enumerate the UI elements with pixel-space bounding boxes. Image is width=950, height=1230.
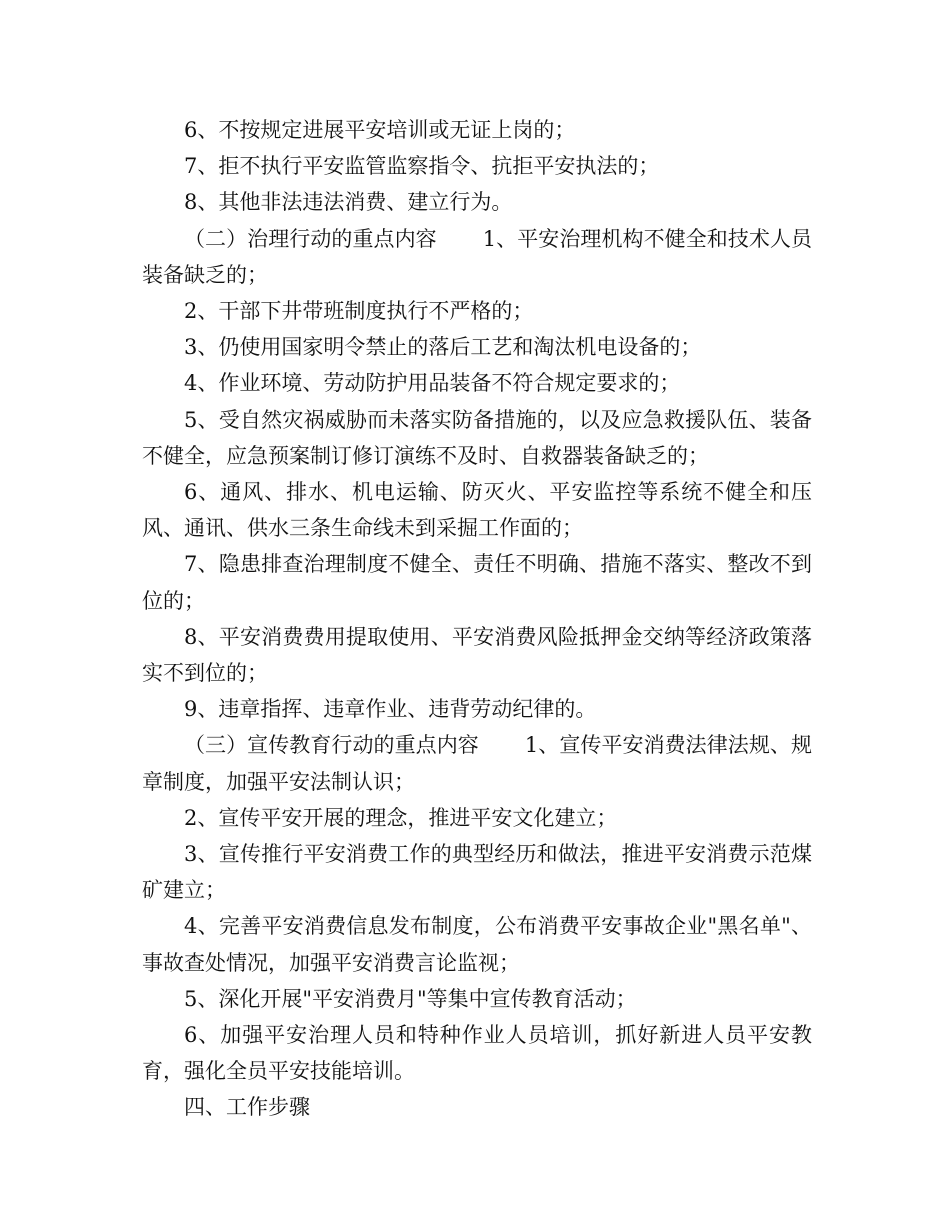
paragraph-14: 2、宣传平安开展的理念，推进平安文化建立；: [184, 805, 618, 830]
paragraph-1: 6、不按规定进展平安培训或无证上岗的；: [184, 118, 576, 142]
paragraph-2: 7、拒不执行平安监管监察指令、抗拒平安执法的；: [184, 154, 660, 179]
paragraph-15: 3、宣传推行平安消费工作的典型经历和做法，推进平安消费示范煤矿建立；: [142, 842, 812, 903]
paragraph-12: 9、违章指挥、违章作业、违背劳动纪律的。: [184, 697, 597, 722]
paragraph-13: [142, 727, 812, 799]
paragraph-18: 6、加强平安治理人员和特种作业人员培训，抓好新进人员平安教育，强化全员平安技能培训。: [142, 1023, 812, 1084]
paragraph-17: 5、深化开展"平安消费月"等集中宣传教育活动；: [184, 986, 637, 1011]
section-heading-2: （二）治理行动的重点内容: [184, 226, 437, 251]
paragraph-7: 4、作业环境、劳动防护用品装备不符合规定要求的；: [184, 371, 681, 396]
paragraph-10: 7、隐患排查治理制度不健全、责任不明确、措施不落实、整改不到位的；: [142, 552, 812, 613]
section-item-2-1: 1、平安治理机构不健全和技术人员装备缺乏的；: [142, 226, 812, 287]
paragraph-8: 5、受自然灾祸威胁而未落实防备措施的，以及应急救援队伍、装备不健全，应急预案制订修订演练不及时、自救器装备缺乏的；: [142, 407, 812, 468]
paragraph-16: 4、完善平安消费信息发布制度，公布消费平安事故企业"黑名单"、事故查处情况，加强平安消费言论监视；: [142, 914, 812, 975]
paragraph-9: 6、通风、排水、机电运输、防灭火、平安监控等系统不健全和压风、通讯、供水三条生命线未到采掘工作面的；: [142, 480, 812, 541]
paragraph-4: [142, 221, 812, 293]
paragraph-3: 8、其他非法违法消费、建立行为。: [184, 190, 513, 215]
section-heading-3: （三）宣传教育行动的重点内容: [184, 733, 479, 758]
document-body: [142, 112, 812, 1126]
paragraph-6: 3、仍使用国家明令禁止的落后工艺和淘汰机电设备的；: [184, 335, 702, 360]
paragraph-11: 8、平安消费费用提取使用、平安消费风险抵押金交纳等经济政策落实不到位的；: [142, 624, 812, 686]
paragraph-19: 四、工作步骤: [184, 1095, 310, 1120]
paragraph-5: 2、干部下井带班制度执行不严格的；: [184, 299, 534, 324]
section-item-3-1: 1、宣传平安消费法律法规、规章制度，加强平安法制认识；: [142, 733, 812, 794]
